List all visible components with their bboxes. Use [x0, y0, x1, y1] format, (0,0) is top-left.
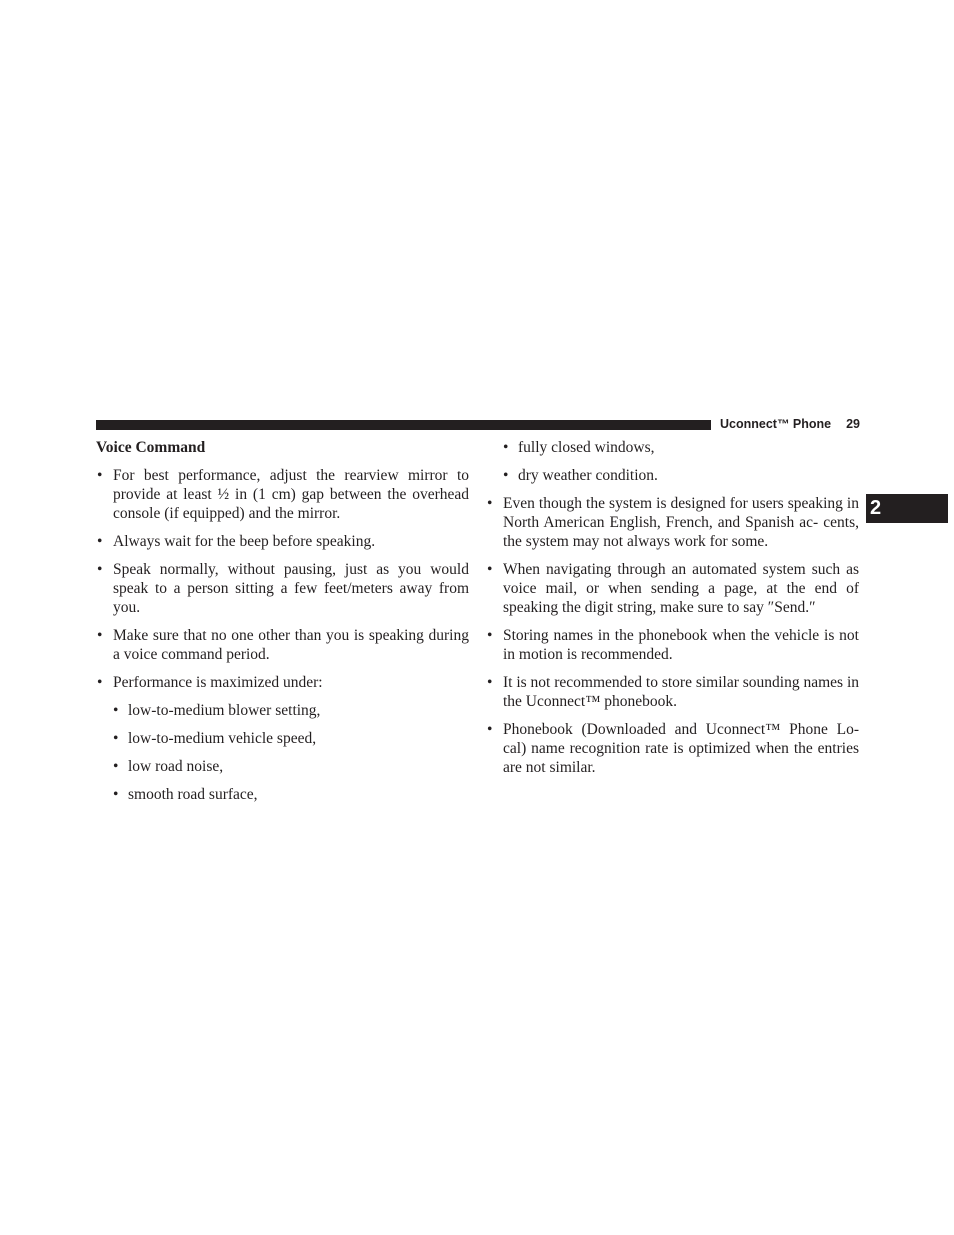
list-item: • Make sure that no one other than you is speaking during a voice command period.: [96, 626, 469, 664]
sub-list-item: • smooth road surface,: [112, 785, 469, 804]
section-heading: Voice Command: [96, 439, 206, 456]
sub-list-item: • fully closed windows,: [502, 438, 859, 457]
section-title: Uconnect™ Phone: [720, 417, 832, 431]
list-item: • Speak normally, without pausing, just as you would speak to a person sitting a few feet/meters away from you.: [96, 560, 469, 617]
list-item: • Phonebook (Downloaded and Uconnect™ Phone Lo- cal) name recognition rate is optimized when the entries are not similar.: [486, 720, 859, 777]
chapter-tab: 2: [866, 494, 948, 523]
list-item: • Always wait for the beep before speaking.: [96, 532, 469, 551]
list-item: • For best performance, adjust the rearview mirror to provide at least ½ in (1 cm) gap between the overhead console (if equipped) and the mirror.: [96, 466, 469, 523]
list-item: • Performance is maximized under:: [96, 673, 469, 692]
sub-list-item: • dry weather condition.: [502, 466, 859, 485]
header-rule: [96, 420, 711, 430]
bullet-list: [486, 438, 859, 777]
sub-list-item: • low-to-medium blower setting,: [112, 701, 469, 720]
list-item: • When navigating through an automated system such as voice mail, or when sending a page, at the end of speaking the digit string, make sure to say ″Send.″: [486, 560, 859, 617]
sub-list-item: • low-to-medium vehicle speed,: [112, 729, 469, 748]
right-column: [486, 438, 859, 786]
page-number: 29: [846, 417, 860, 431]
running-header: [720, 417, 860, 431]
left-column: [96, 438, 469, 813]
list-item: • Even though the system is designed for users speaking in North American English, French, and Spanish ac- cents, the system may not always work for some.: [486, 494, 859, 551]
list-item: • It is not recommended to store similar sounding names in the Uconnect™ phonebook.: [486, 673, 859, 711]
sub-list-item: • low road noise,: [112, 757, 469, 776]
bullet-list: [96, 466, 469, 804]
list-item: • Storing names in the phonebook when the vehicle is not in motion is recommended.: [486, 626, 859, 664]
